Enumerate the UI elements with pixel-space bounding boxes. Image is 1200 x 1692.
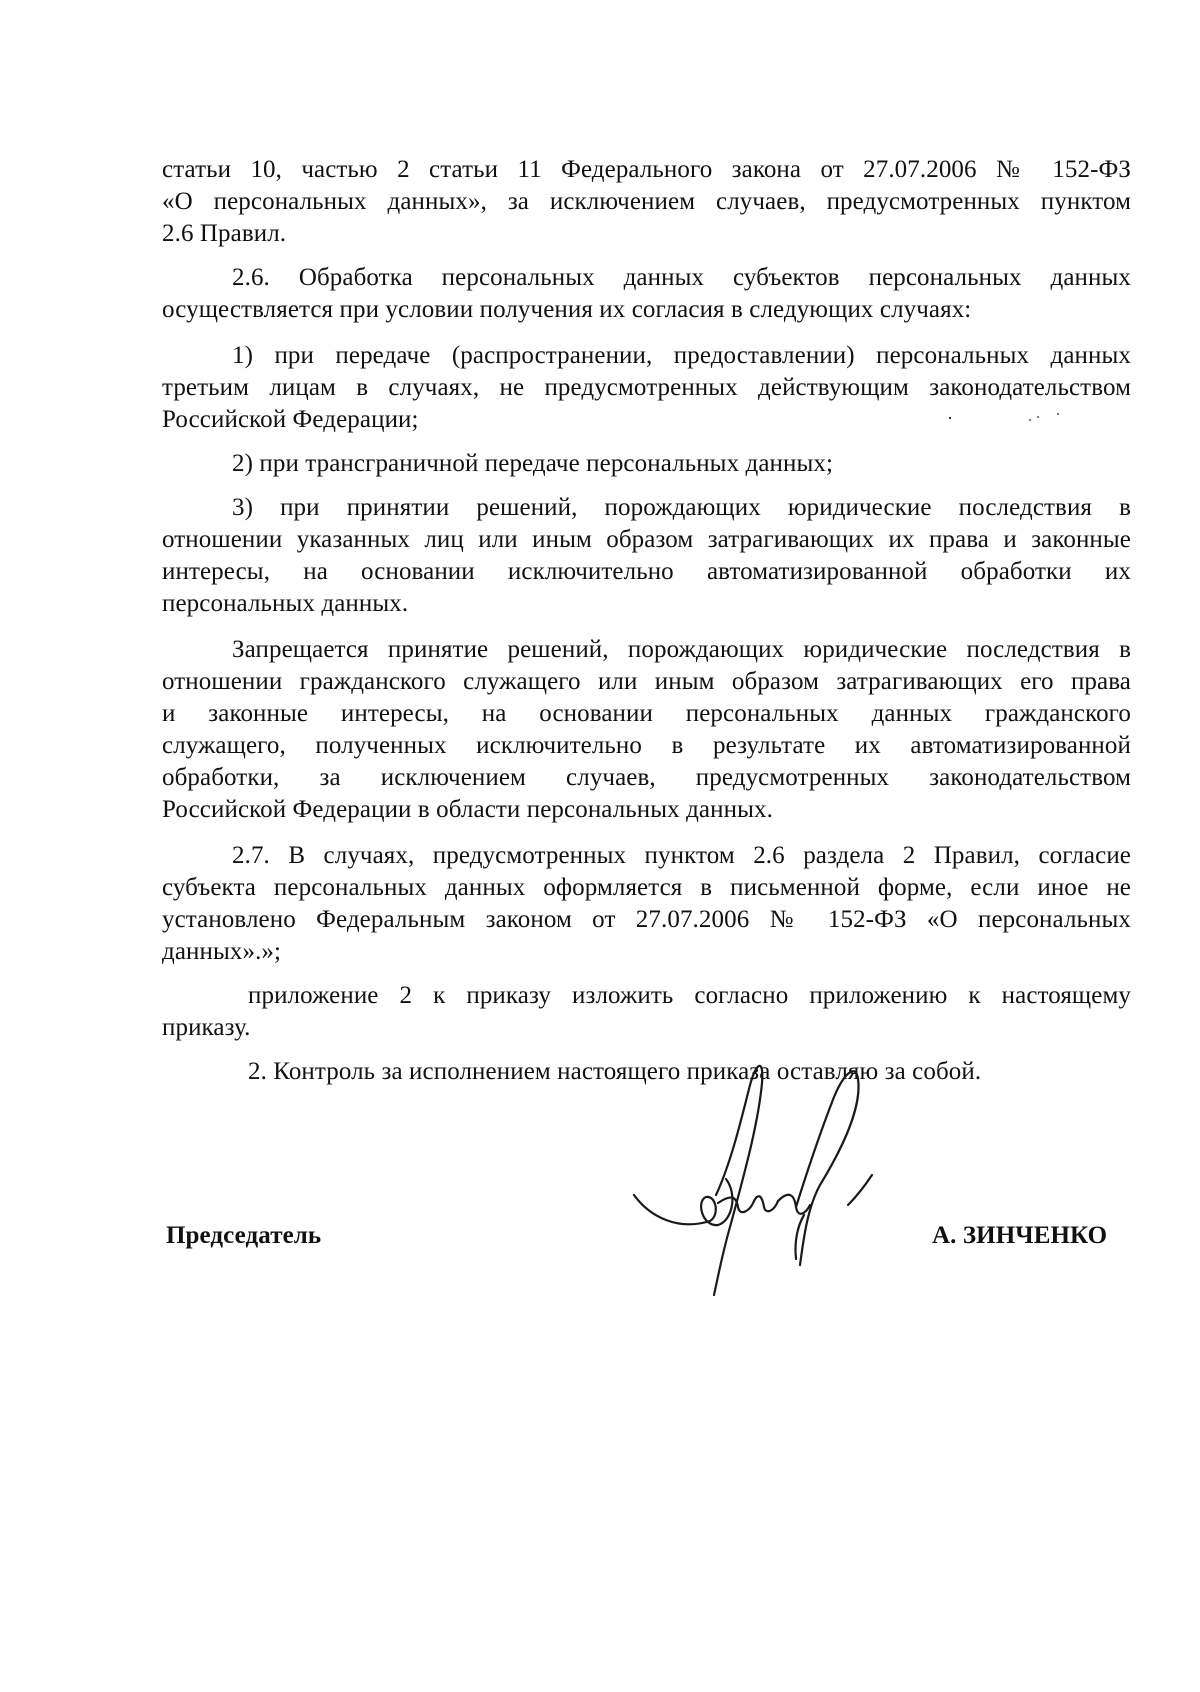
text-line: статьи 10, частью 2 статьи 11 Федерального закона от 27.07.2006 № 152-ФЗ <box>162 156 1131 183</box>
text-line: обработки, за исключением случаев, предусмотренных законодательством <box>162 764 1131 791</box>
position-title: Председатель <box>166 1222 322 1249</box>
text-line: отношении гражданского служащего или иным образом затрагивающих его права <box>162 668 1131 695</box>
text-line: отношении указанных лиц или иным образом затрагивающих их права и законные <box>162 526 1131 553</box>
handwritten-signature <box>620 1045 920 1305</box>
text-line: и законные интересы, на основании персональных данных гражданского <box>162 700 1131 727</box>
text-line: служащего, полученных исключительно в результате их автоматизированной <box>162 732 1131 759</box>
text-line: Российской Федерации в области персональных данных. <box>162 796 773 823</box>
text-line: Запрещается принятие решений, порождающих юридические последствия в <box>232 636 1131 663</box>
text-line: данных».»; <box>162 938 282 965</box>
text-line: установлено Федеральным законом от 27.07.2006 № 152-ФЗ «О персональных <box>162 906 1131 933</box>
text-line: 2.6 Правил. <box>162 220 287 247</box>
text-line: приложение 2 к приказу изложить согласно приложению к настоящему <box>248 982 1131 1009</box>
text-line: 2) при трансграничной передаче персональных данных; <box>232 450 834 477</box>
text-line: интересы, на основании исключительно автоматизированной обработки их <box>162 558 1131 585</box>
text-line: 3) при принятии решений, порождающих юридические последствия в <box>232 494 1131 521</box>
text-line: субъекта персональных данных оформляется в письменной форме, если иное не <box>162 874 1131 901</box>
text-line: 2.6. Обработка персональных данных субъектов персональных данных <box>232 264 1131 291</box>
text-line: приказу. <box>162 1014 251 1041</box>
text-line: 2. Контроль за исполнением настоящего приказа оставляю за собой. <box>248 1058 982 1085</box>
signature-row <box>166 1220 321 1252</box>
text-line: 2.7. В случаях, предусмотренных пунктом 2.6 раздела 2 Правил, согласие <box>232 842 1131 869</box>
text-line: «О персональных данных», за исключением случаев, предусмотренных пунктом <box>162 188 1131 215</box>
scan-artifact <box>930 408 1080 428</box>
text-line: осуществляется при условии получения их согласия в следующих случаях: <box>162 296 972 323</box>
text-line: персональных данных. <box>162 590 409 617</box>
text-line: 1) при передаче (распространении, предоставлении) персональных данных <box>232 342 1131 369</box>
text-line: третьим лицам в случаях, не предусмотренных действующим законодательством <box>162 374 1131 401</box>
signer-name: А. ЗИНЧЕНКО <box>932 1222 1108 1249</box>
text-line: Российской Федерации; <box>162 406 419 433</box>
